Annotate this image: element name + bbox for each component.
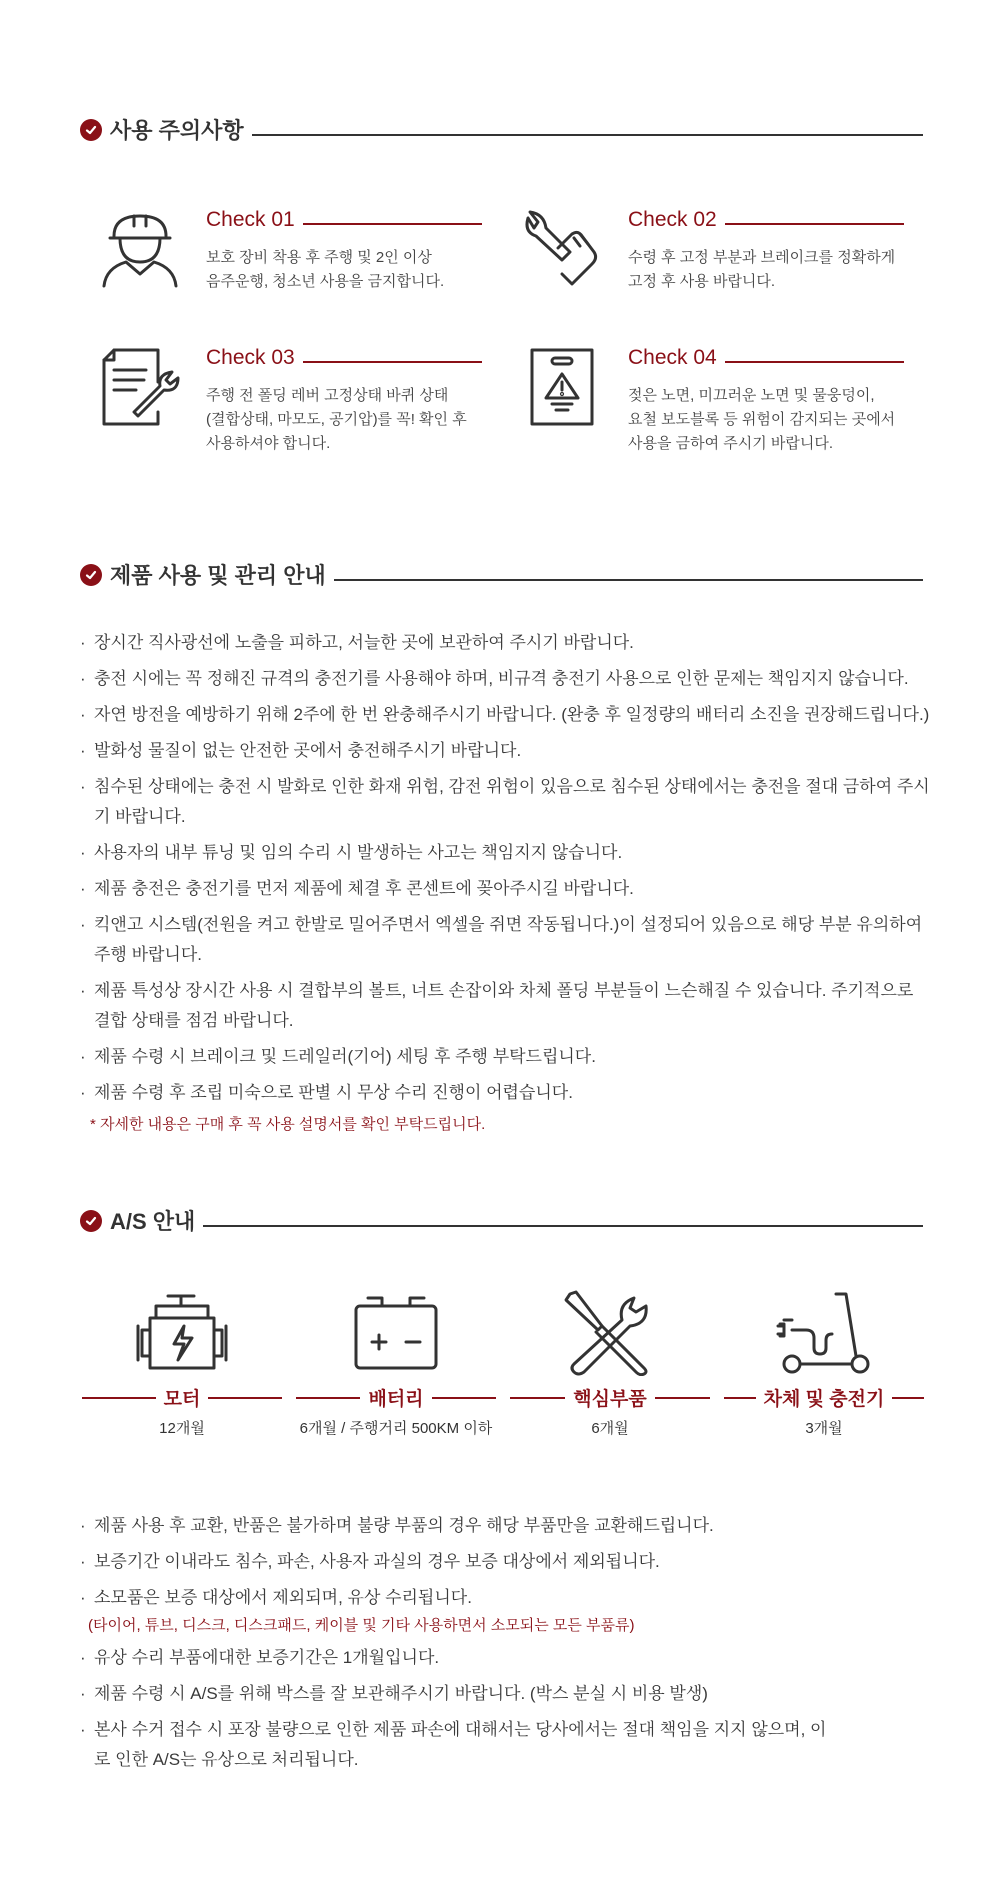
as-part-body-charger xyxy=(724,1290,924,1438)
as-part-label: 핵심부품 xyxy=(573,1389,647,1410)
as-part-label-row xyxy=(724,1384,924,1411)
care-list xyxy=(80,628,930,1136)
section-title: A/S 안내 xyxy=(110,1209,196,1234)
as-part-label: 차체 및 충전기 xyxy=(763,1389,885,1410)
list-item: · 사용자의 내부 튜닝 및 임의 수리 시 발생하는 사고는 책임지지 않습니다. xyxy=(80,838,930,868)
check-text: 주행 전 폴딩 레버 고정상태 바퀴 상태 (결합상태, 마모도, 공기압)를 꼭! 확인 후 사용하셔야 합니다. xyxy=(206,387,467,452)
list-item: · 킥앤고 시스템(전원을 켜고 한발로 밀어주면서 엑셀을 쥐면 작동됩니다.)이 설정되어 있음으로 해당 부분 유의하여 주행 바랍니다. xyxy=(80,910,930,970)
section-title: 사용 주의사항 xyxy=(110,118,244,143)
battery-icon xyxy=(348,1290,444,1376)
as-part-label-row xyxy=(296,1384,496,1411)
engine-motor-icon xyxy=(134,1290,230,1376)
as-list xyxy=(80,1511,920,1781)
list-item: · 소모품은 보증 대상에서 제외되며, 유상 수리됩니다. xyxy=(80,1583,920,1613)
check-title-row xyxy=(206,208,482,232)
warning-sign-icon xyxy=(522,346,602,426)
check-card-01 xyxy=(100,208,520,328)
section-header-as xyxy=(80,1205,923,1236)
as-part-label-row xyxy=(510,1384,710,1411)
check-text: 수령 후 고정 부분과 브레이크를 정확하게 고정 후 사용 바랍니다. xyxy=(628,249,896,290)
list-item: · 제품 수령 후 조립 미숙으로 판별 시 무상 수리 진행이 어렵습니다. xyxy=(80,1078,930,1108)
consumable-note: (타이어, 튜브, 디스크, 디스크패드, 케이블 및 기타 사용하면서 소모되는 모든 부품류) xyxy=(88,1617,635,1634)
list-item: · 발화성 물질이 없는 안전한 곳에서 충전해주시기 바랍니다. xyxy=(80,736,930,766)
check-card-02 xyxy=(522,208,942,328)
section-title: 제품 사용 및 관리 안내 xyxy=(110,563,326,588)
as-part-period: 6개월 / 주행거리 500KM 이하 xyxy=(299,1420,493,1437)
section-header-care xyxy=(80,559,923,590)
check-circle-icon xyxy=(80,564,102,586)
check-title: Check 03 xyxy=(206,346,295,369)
as-part-label: 모터 xyxy=(163,1389,201,1410)
list-item: · 침수된 상태에는 충전 시 발화로 인한 화재 위험, 감전 위험이 있음으로 침수된 상태에서는 충전을 절대 금하여 주시기 바랍니다. xyxy=(80,772,930,832)
wrench-hand-icon xyxy=(522,208,602,288)
section-header-caution xyxy=(80,114,923,145)
list-item: · 장시간 직사광선에 노출을 피하고, 서늘한 곳에 보관하여 주시기 바랍니다. xyxy=(80,628,930,658)
check-title-row xyxy=(206,346,482,370)
section-divider xyxy=(334,579,923,581)
worker-helmet-icon xyxy=(100,208,180,288)
list-item: · 제품 충전은 충전기를 먼저 제품에 체결 후 콘센트에 꽂아주시길 바랍니다. xyxy=(80,874,930,904)
screwdriver-wrench-icon xyxy=(562,1290,658,1376)
list-item: · 제품 사용 후 교환, 반품은 불가하며 불량 부품의 경우 해당 부품만을 교환해드립니다. xyxy=(80,1511,920,1541)
document-wrench-icon xyxy=(100,346,180,426)
as-part-battery xyxy=(296,1290,496,1438)
check-title-row xyxy=(628,208,904,232)
check-card-04 xyxy=(522,346,942,466)
list-item: · 충전 시에는 꼭 정해진 규격의 충전기를 사용해야 하며, 비규격 충전기 사용으로 인한 문제는 책임지지 않습니다. xyxy=(80,664,930,694)
as-part-period: 6개월 xyxy=(591,1420,629,1437)
list-item: · 제품 수령 시 브레이크 및 드레일러(기어) 세팅 후 주행 부탁드립니다. xyxy=(80,1042,930,1072)
as-part-period: 3개월 xyxy=(805,1420,843,1437)
check-circle-icon xyxy=(80,1210,102,1232)
check-title: Check 02 xyxy=(628,208,717,231)
check-circle-icon xyxy=(80,119,102,141)
list-item: · 보증기간 이내라도 침수, 파손, 사용자 과실의 경우 보증 대상에서 제외됩니다. xyxy=(80,1547,920,1577)
as-part-core xyxy=(510,1290,710,1438)
list-item: · 유상 수리 부품에대한 보증기간은 1개월입니다. xyxy=(80,1643,920,1673)
check-title-row xyxy=(628,346,904,370)
as-part-period: 12개월 xyxy=(159,1420,205,1437)
list-item: · 자연 방전을 예방하기 위해 2주에 한 번 완충해주시기 바랍니다. (완충 후 일정량의 배터리 소진을 권장해드립니다.) xyxy=(80,700,930,730)
as-part-label-row xyxy=(82,1384,282,1411)
list-item: · 제품 특성상 장시간 사용 시 결합부의 볼트, 너트 손잡이와 차체 폴딩 부분들이 느슨해질 수 있습니다. 주기적으로 결합 상태를 점검 바랍니다. xyxy=(80,976,930,1036)
care-note: * 자세한 내용은 구매 후 꼭 사용 설명서를 확인 부탁드립니다. xyxy=(90,1116,486,1133)
check-text: 보호 장비 착용 후 주행 및 2인 이상 음주운행, 청소년 사용을 금지합니다. xyxy=(206,249,445,290)
scooter-charger-icon xyxy=(776,1290,872,1376)
section-divider xyxy=(252,134,923,136)
as-part-motor xyxy=(82,1290,282,1438)
section-divider xyxy=(203,1225,923,1227)
check-title: Check 04 xyxy=(628,346,717,369)
check-title: Check 01 xyxy=(206,208,295,231)
list-item: · 본사 수거 접수 시 포장 불량으로 인한 제품 파손에 대해서는 당사에서는 절대 책임을 지지 않으며, 이로 인한 A/S는 유상으로 처리됩니다. xyxy=(80,1715,834,1775)
as-part-label: 배터리 xyxy=(368,1389,424,1410)
check-card-03 xyxy=(100,346,520,466)
check-text: 젖은 노면, 미끄러운 노면 및 물웅덩이, 요철 보도블록 등 위험이 감지되는 곳에서 사용을 금하여 주시기 바랍니다. xyxy=(628,387,896,452)
list-item: · 제품 수령 시 A/S를 위해 박스를 잘 보관해주시기 바랍니다. (박스 분실 시 비용 발생) xyxy=(80,1679,920,1709)
